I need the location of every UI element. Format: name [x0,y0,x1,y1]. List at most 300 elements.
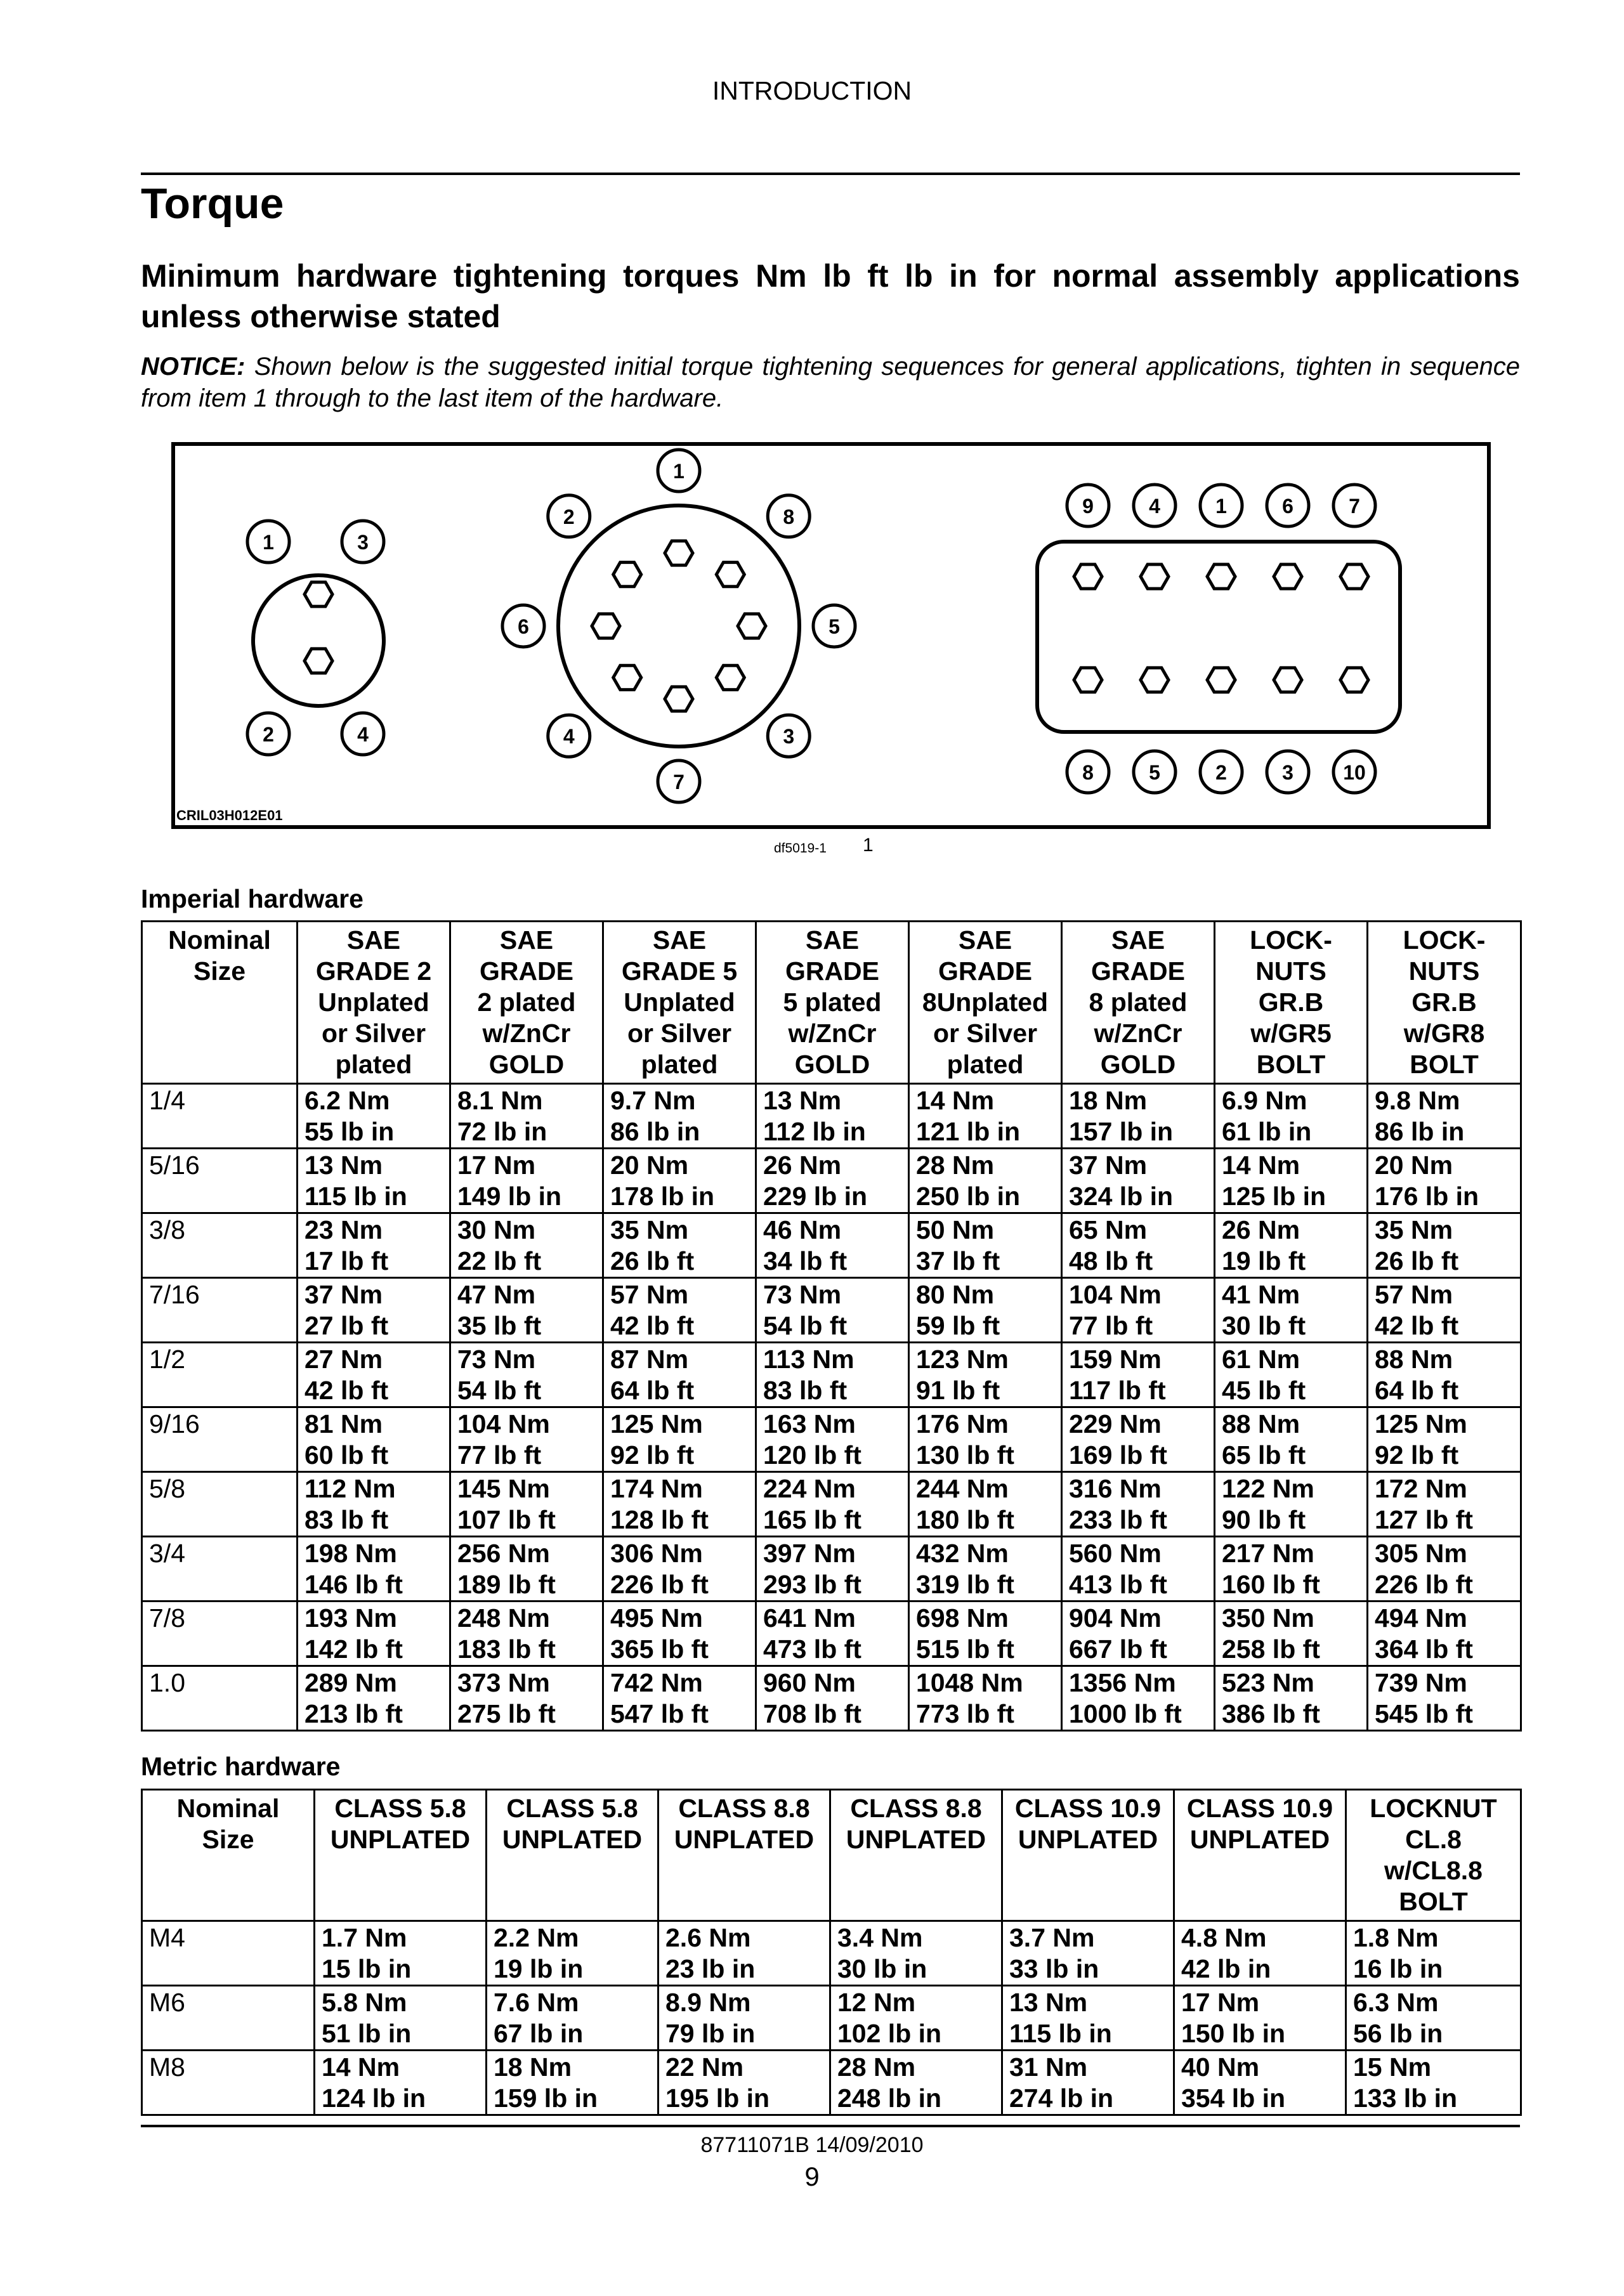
torque-cell [1215,1084,1368,1149]
nominal-size-cell: M4 [142,1921,315,1986]
torque-imperial: 128 lb ft [610,1505,709,1534]
torque-cell [1368,1343,1521,1407]
torque-cell [909,1213,1062,1278]
torque-nm: 47 Nm [457,1280,536,1309]
torque-imperial: 229 lb in [763,1182,868,1211]
torque-imperial: 473 lb ft [763,1634,861,1664]
torque-cell [756,1213,909,1278]
torque-imperial: 61 lb in [1222,1117,1312,1146]
sequence-number: 9 [1082,495,1094,518]
imperial-table-title: Imperial hardware [141,884,363,913]
torque-cell [1215,1213,1368,1278]
torque-cell [450,1278,603,1343]
nominal-size-cell: M6 [142,1986,315,2051]
torque-cell [1215,1278,1368,1343]
bolt-hex-icon [1074,564,1102,589]
torque-nm: 15 Nm [1353,2052,1432,2082]
nominal-size-cell: 5/16 [142,1149,298,1213]
torque-nm: 26 Nm [1222,1215,1300,1244]
sequence-number: 5 [1149,761,1160,784]
header-grade [1062,922,1215,1084]
header-line: LOCK- [1403,925,1486,955]
torque-nm: 13 Nm [304,1151,383,1180]
table-row [142,2051,1521,2115]
header-grade [1174,1790,1346,1921]
header-line: UNPLATED [846,1825,986,1854]
bolt-hex-icon [665,541,693,565]
torque-nm: 20 Nm [1375,1151,1453,1180]
header-grade [1002,1790,1174,1921]
torque-imperial: 365 lb ft [610,1634,709,1664]
header-line: plated [641,1050,718,1079]
torque-nm: 35 Nm [610,1215,689,1244]
torque-imperial: 22 lb ft [457,1246,542,1275]
torque-nm: 104 Nm [457,1409,550,1438]
torque-imperial: 33 lb in [1009,1954,1099,1983]
torque-nm: 176 Nm [916,1409,1009,1438]
torque-nm: 23 Nm [304,1215,383,1244]
torque-nm: 9.7 Nm [610,1086,696,1115]
header-line: GRADE [479,956,574,986]
torque-cell [658,1921,830,1986]
torque-imperial: 250 lb in [916,1182,1021,1211]
torque-imperial: 157 lb in [1069,1117,1174,1146]
torque-nm: 28 Nm [837,2052,916,2082]
torque-imperial: 16 lb in [1353,1954,1443,1983]
torque-nm: 14 Nm [1222,1151,1300,1180]
header-line: Size [202,1825,254,1854]
torque-imperial: 274 lb in [1009,2084,1114,2113]
torque-cell [1062,1278,1215,1343]
torque-cell [1174,2051,1346,2115]
torque-imperial: 15 lb in [322,1954,412,1983]
torque-imperial: 165 lb ft [763,1505,861,1534]
header-line: UNPLATED [1018,1825,1158,1854]
imperial-torque-table [141,920,1522,1732]
torque-cell [1215,1537,1368,1601]
header-grade [756,922,909,1084]
torque-sequence-figure [171,442,1491,829]
torque-nm: 306 Nm [610,1539,703,1568]
torque-cell [603,1278,756,1343]
torque-imperial: 1000 lb ft [1069,1699,1182,1728]
header-line: 5 plated [783,988,882,1017]
torque-nm: 122 Nm [1222,1474,1314,1503]
torque-cell [1368,1278,1521,1343]
notice-paragraph [141,351,1520,414]
torque-imperial: 64 lb ft [1375,1376,1459,1405]
torque-cell [830,2051,1002,2115]
torque-nm: 125 Nm [610,1409,703,1438]
torque-cell [756,1084,909,1149]
torque-nm: 305 Nm [1375,1539,1467,1568]
torque-cell [1368,1666,1521,1731]
torque-cell [1215,1666,1368,1731]
page-number: 9 [804,2162,820,2191]
header-line: GOLD [794,1050,870,1079]
torque-nm: 28 Nm [916,1151,995,1180]
nominal-size-cell: M8 [142,2051,315,2115]
torque-imperial: 117 lb ft [1069,1376,1166,1405]
header-line: CLASS 8.8 [850,1794,982,1823]
header-line: GR.B [1258,988,1324,1017]
torque-cell [298,1084,450,1149]
header-line: w/CL8.8 [1384,1856,1483,1885]
header-line: or Silver [627,1019,732,1048]
torque-imperial: 515 lb ft [916,1634,1014,1664]
footer-rule [141,2125,1520,2127]
sequence-number: 3 [1282,761,1293,784]
torque-imperial: 54 lb ft [457,1376,542,1405]
torque-nm: 14 Nm [322,2052,400,2082]
torque-cell [909,1343,1062,1407]
torque-imperial: 30 lb ft [1222,1311,1306,1340]
bolt-hex-icon [1207,564,1235,589]
torque-cell [756,1343,909,1407]
header-line: or Silver [933,1019,1038,1048]
torque-cell [315,1921,487,1986]
torque-cell [1002,1986,1174,2051]
torque-imperial: 547 lb ft [610,1699,709,1728]
bolt-hex-icon [304,582,332,606]
metric-table-title: Metric hardware [141,1752,341,1781]
torque-nm: 244 Nm [916,1474,1009,1503]
torque-nm: 432 Nm [916,1539,1009,1568]
torque-cell [1215,1407,1368,1472]
torque-nm: 46 Nm [763,1215,842,1244]
header-line: SAE [652,925,707,955]
torque-imperial: 23 lb in [665,1954,756,1983]
torque-imperial: 59 lb ft [916,1311,1000,1340]
torque-nm: 7.6 Nm [494,1988,579,2017]
header-line: NUTS [1408,956,1480,986]
torque-imperial: 667 lb ft [1069,1634,1167,1664]
torque-imperial: 42 lb in [1181,1954,1271,1983]
page-title: Torque [141,179,284,228]
torque-imperial: 56 lb in [1353,2019,1443,2048]
header-line: SAE [805,925,860,955]
sequence-number: 7 [673,771,684,793]
torque-nm: 37 Nm [1069,1151,1148,1180]
torque-cell [603,1213,756,1278]
torque-imperial: 160 lb ft [1222,1570,1320,1599]
table-row [142,1084,1521,1149]
torque-imperial: 293 lb ft [763,1570,861,1599]
torque-nm: 159 Nm [1069,1345,1162,1374]
torque-nm: 87 Nm [610,1345,689,1374]
header-grade [315,1790,487,1921]
header-line: NUTS [1255,956,1326,986]
torque-cell [1346,1921,1521,1986]
header-line: CLASS 10.9 [1186,1794,1333,1823]
torque-imperial: 37 lb ft [916,1246,1000,1275]
sequence-number: 8 [783,505,795,528]
torque-cell [1062,1213,1215,1278]
torque-cell [1215,1472,1368,1537]
torque-nm: 1356 Nm [1069,1668,1176,1697]
bolt-hex-icon [1141,668,1169,692]
header-line: GRADE [785,956,880,986]
bolt-hex-icon [1207,668,1235,692]
torque-imperial: 48 lb ft [1069,1246,1153,1275]
torque-imperial: 34 lb ft [763,1246,848,1275]
torque-cell [1062,1084,1215,1149]
sequence-number: 4 [563,725,575,748]
torque-imperial: 178 lb in [610,1182,715,1211]
torque-nm: 316 Nm [1069,1474,1162,1503]
torque-imperial: 233 lb ft [1069,1505,1167,1534]
torque-nm: 1.7 Nm [322,1923,407,1952]
torque-imperial: 142 lb ft [304,1634,403,1664]
torque-imperial: 19 lb ft [1222,1246,1306,1275]
torque-cell [603,1472,756,1537]
sequence-number: 2 [563,505,575,528]
torque-nm: 50 Nm [916,1215,995,1244]
torque-cell [450,1537,603,1601]
torque-cell [830,1986,1002,2051]
header-line: UNPLATED [330,1825,471,1854]
header-line: Nominal [168,925,271,955]
torque-imperial: 120 lb ft [763,1440,861,1470]
header-line: UNPLATED [1189,1825,1330,1854]
torque-imperial: 26 lb ft [1375,1246,1459,1275]
torque-imperial: 92 lb ft [1375,1440,1459,1470]
torque-nm: 73 Nm [763,1280,842,1309]
torque-nm: 112 Nm [304,1474,396,1503]
torque-imperial: 54 lb ft [763,1311,848,1340]
torque-cell [315,1986,487,2051]
header-grade [1215,922,1368,1084]
bolt-hex-icon [716,563,744,587]
torque-nm: 17 Nm [457,1151,536,1180]
table-row [142,1666,1521,1731]
bolt-hex-icon [1340,564,1368,589]
torque-cell [1174,1986,1346,2051]
torque-cell [450,1084,603,1149]
torque-imperial: 213 lb ft [304,1699,403,1728]
torque-nm: 27 Nm [304,1345,383,1374]
bolt-hex-icon [1274,564,1302,589]
header-line: or Silver [321,1019,426,1048]
torque-nm: 172 Nm [1375,1474,1467,1503]
torque-nm: 560 Nm [1069,1539,1162,1568]
header-line: SAE [346,925,401,955]
torque-nm: 2.6 Nm [665,1923,751,1952]
torque-nm: 229 Nm [1069,1409,1162,1438]
header-line: BOLT [1410,1050,1479,1079]
torque-cell [1062,1666,1215,1731]
header-nominal-size [142,922,298,1084]
header-grade [830,1790,1002,1921]
torque-cell [1368,1213,1521,1278]
torque-imperial: 189 lb ft [457,1570,556,1599]
torque-nm: 193 Nm [304,1603,397,1633]
sequence-number: 1 [1215,495,1227,518]
torque-imperial: 17 lb ft [304,1246,389,1275]
header-line: 8Unplated [922,988,1049,1017]
torque-cell [450,1407,603,1472]
torque-imperial: 107 lb ft [457,1505,556,1534]
torque-imperial: 183 lb ft [457,1634,556,1664]
torque-cell [909,1084,1062,1149]
header-grade [658,1790,830,1921]
torque-imperial: 125 lb in [1222,1182,1326,1211]
header-line: w/ZnCr [482,1019,571,1048]
header-line: GRADE 2 [315,956,432,986]
torque-nm: 641 Nm [763,1603,856,1633]
bolt-hex-icon [1340,668,1368,692]
torque-cell [1215,1149,1368,1213]
torque-nm: 13 Nm [1009,1988,1088,2017]
section-heading: Minimum hardware tightening torques Nm lb ft lb in for normal assembly applications unless otherwise stated [141,258,1520,334]
torque-cell [756,1472,909,1537]
table-row [142,1278,1521,1343]
torque-cell [909,1149,1062,1213]
torque-nm: 73 Nm [457,1345,536,1374]
torque-cell [1368,1537,1521,1601]
torque-imperial: 133 lb in [1353,2084,1458,2113]
torque-nm: 81 Nm [304,1409,383,1438]
header-line: GRADE [1090,956,1186,986]
header-line: plated [946,1050,1024,1079]
torque-cell [909,1666,1062,1731]
torque-cell [1062,1407,1215,1472]
nominal-size-cell: 3/4 [142,1537,298,1601]
torque-imperial: 354 lb in [1181,2084,1286,2113]
header-line: CLASS 10.9 [1014,1794,1162,1823]
bolt-hex-icon [592,614,620,638]
torque-cell [298,1149,450,1213]
header-line: CLASS 5.8 [506,1794,638,1823]
figure-caption: df5019-1 [774,841,827,856]
torque-imperial: 42 lb ft [304,1376,389,1405]
torque-nm: 30 Nm [457,1215,536,1244]
torque-cell [756,1537,909,1601]
torque-nm: 18 Nm [494,2052,572,2082]
torque-cell [603,1149,756,1213]
header-nominal-size [142,1790,315,1921]
header-line: w/ZnCr [788,1019,877,1048]
bolt-hex-icon [613,665,641,689]
header-line: 2 plated [477,988,576,1017]
torque-cell [315,2051,487,2115]
bolt-hex-icon [716,665,744,689]
header-line: BOLT [1256,1050,1326,1079]
torque-nm: 104 Nm [1069,1280,1162,1309]
torque-imperial: 248 lb in [837,2084,942,2113]
header-line: CLASS 5.8 [334,1794,466,1823]
header-line: SAE [499,925,554,955]
document-reference: 87711071B 14/09/2010 [700,2133,924,2157]
torque-cell [658,1986,830,2051]
torque-cell [298,1537,450,1601]
torque-imperial: 79 lb in [665,2019,756,2048]
torque-imperial: 226 lb ft [1375,1570,1473,1599]
torque-imperial: 72 lb in [457,1117,547,1146]
table-row [142,1537,1521,1601]
table-header-row [142,922,1521,1084]
torque-nm: 35 Nm [1375,1215,1453,1244]
table-row [142,1213,1521,1278]
torque-nm: 256 Nm [457,1539,550,1568]
torque-nm: 1048 Nm [916,1668,1023,1697]
torque-nm: 88 Nm [1375,1345,1453,1374]
header-line: LOCK- [1250,925,1332,955]
header-line: GOLD [488,1050,565,1079]
torque-nm: 3.4 Nm [837,1923,923,1952]
torque-nm: 373 Nm [457,1668,550,1697]
torque-nm: 61 Nm [1222,1345,1300,1374]
torque-nm: 65 Nm [1069,1215,1148,1244]
torque-nm: 960 Nm [763,1668,856,1697]
header-line: Unplated [624,988,735,1017]
torque-cell [603,1084,756,1149]
torque-nm: 4.8 Nm [1181,1923,1267,1952]
sequence-number: 1 [673,460,684,483]
header-line: w/GR8 [1403,1019,1485,1048]
torque-nm: 88 Nm [1222,1409,1300,1438]
torque-imperial: 67 lb in [494,2019,584,2048]
torque-imperial: 86 lb in [1375,1117,1465,1146]
torque-imperial: 319 lb ft [916,1570,1014,1599]
torque-imperial: 364 lb ft [1375,1634,1473,1664]
nominal-size-cell: 7/8 [142,1601,298,1666]
torque-imperial: 149 lb in [457,1182,562,1211]
torque-cell [450,1601,603,1666]
header-grade [298,922,450,1084]
torque-cell [1368,1472,1521,1537]
header-line: BOLT [1399,1887,1468,1916]
header-line: plated [335,1050,412,1079]
torque-cell [909,1472,1062,1537]
torque-imperial: 30 lb in [837,1954,927,1983]
torque-imperial: 42 lb ft [610,1311,695,1340]
torque-nm: 123 Nm [916,1345,1009,1374]
torque-imperial: 77 lb ft [1069,1311,1153,1340]
sequence-number: 3 [783,725,795,748]
torque-imperial: 708 lb ft [763,1699,861,1728]
torque-nm: 14 Nm [916,1086,995,1115]
nominal-size-cell: 7/16 [142,1278,298,1343]
torque-nm: 198 Nm [304,1539,397,1568]
torque-cell [1174,1921,1346,1986]
bolt-hex-icon [1141,564,1169,589]
header-line: GRADE [938,956,1033,986]
torque-nm: 113 Nm [763,1345,855,1374]
torque-cell [487,1921,658,1986]
bolt-hex-icon [613,563,641,587]
torque-cell [658,2051,830,2115]
torque-nm: 12 Nm [837,1988,916,2017]
torque-imperial: 324 lb in [1069,1182,1174,1211]
header-line: CLASS 8.8 [678,1794,810,1823]
sequence-number: 2 [263,723,274,746]
torque-nm: 3.7 Nm [1009,1923,1095,1952]
torque-imperial: 35 lb ft [457,1311,542,1340]
torque-cell [830,1921,1002,1986]
header-grade [1346,1790,1521,1921]
torque-cell [450,1666,603,1731]
torque-nm: 18 Nm [1069,1086,1148,1115]
torque-cell [1002,2051,1174,2115]
torque-cell [1215,1343,1368,1407]
sequence-number: 5 [828,615,840,638]
torque-cell [756,1407,909,1472]
torque-nm: 742 Nm [610,1668,703,1697]
nominal-size-cell: 3/8 [142,1213,298,1278]
header-grade [909,922,1062,1084]
torque-imperial: 169 lb ft [1069,1440,1167,1470]
